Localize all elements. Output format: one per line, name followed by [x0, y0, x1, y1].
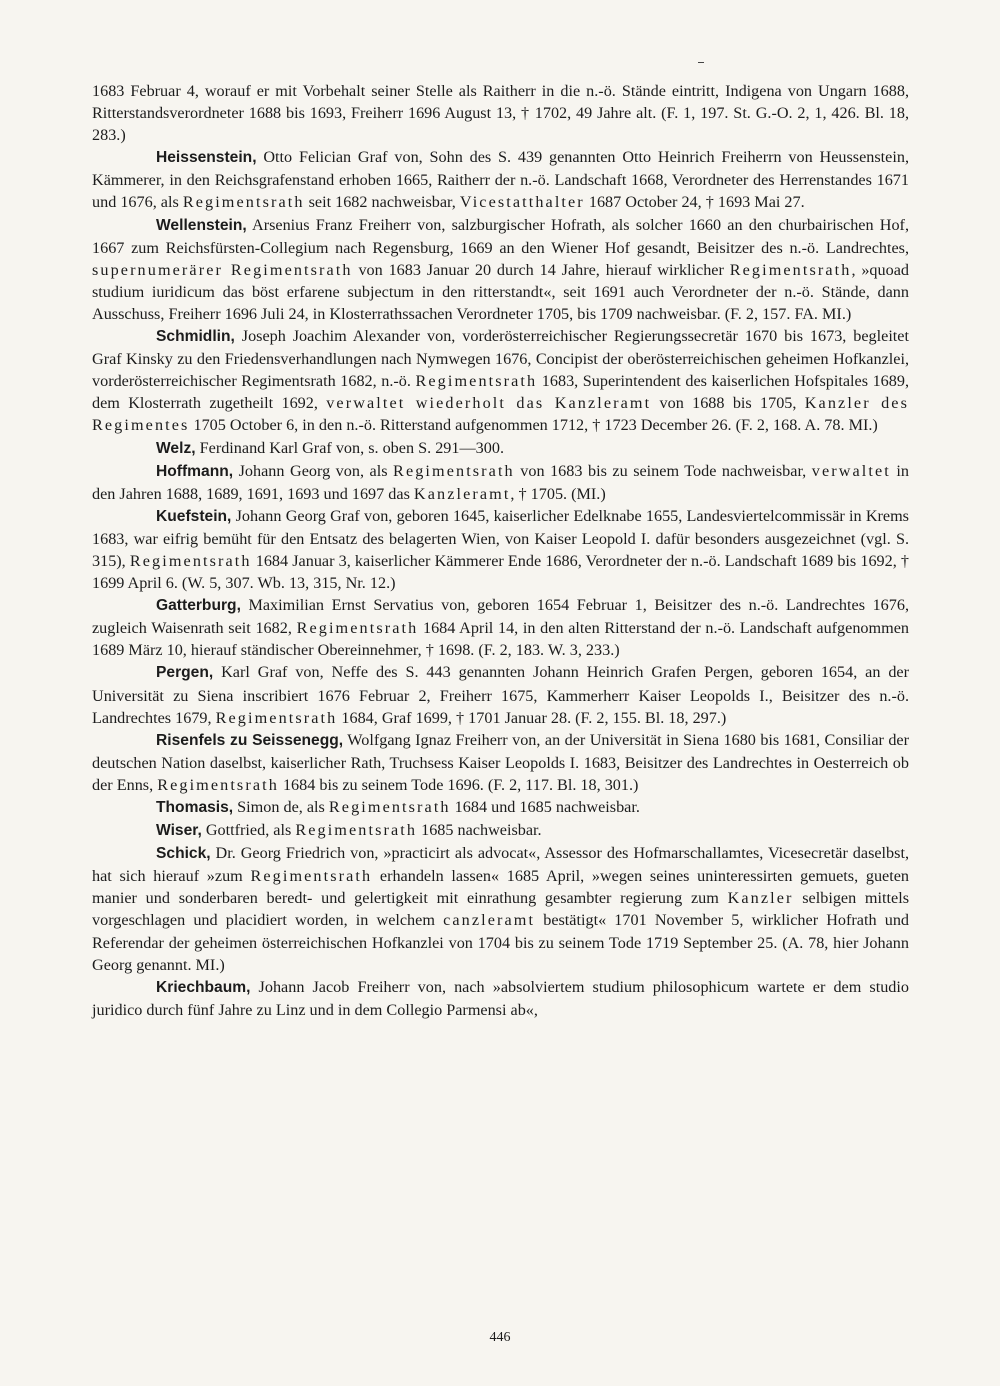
entry-text: 1684 bis zu seinem Tode 1696. (F. 2, 117. Bl. 18, 301.) [278, 775, 639, 794]
entry-name: Risenfels zu Seissenegg, [156, 731, 344, 749]
entry-text: 1684 Januar 3, kaiserlicher Kämmerer Ende 1686, Verordneter der n.-ö. Landschaft 1689 bis 1692, † 1699 April 6. (W. 5, 307. Wb. 13, 315, Nr. 12.) [92, 551, 910, 593]
margin-mark [698, 62, 704, 63]
entry-text: Joseph Joachim Alexander von, vorderösterreichischer Regierungssecretär 1670 bis 1673, begleitet Graf Kinsky zu den Friedensverhandlungen nach Nymwegen 1676, Concipist der oberösterreichischen geheimen Hofkanzlei, vorderösterreichischer Regimentsrath 1682, n.-ö. [92, 327, 909, 391]
entry-paragraph [92, 80, 909, 146]
entry-paragraph [92, 729, 909, 796]
entry-text: seit 1682 nachweisbar, [304, 193, 460, 212]
page-number: 446 [489, 1330, 511, 1345]
entry-name: Schmidlin, [156, 328, 235, 346]
spaced-term: Kanzleramt [413, 484, 511, 503]
entry-name: Kriechbaum, [156, 978, 251, 996]
entry-text: bestätigt« 1701 November 5, wirklicher Hofrath und Referendar der geheimen österreichischen Hofkanzlei von 1704 bis zu seinem Tode 1719 September 25. (A. 78, hier Johann Georg genannt. MI.) [92, 911, 910, 974]
entry-text: , »quoad studium iuridicum das böst erfarene subjectum in den ritterstandt«, seit 1691 auch Verordneter der n.-ö. Stände, dann Ausschuss, Freiherr 1696 Juli 24, in Klosterrathssachen Verordneter 1705, bis 1709 nachweisbar. (F. 2, 157. FA. MI.) [92, 260, 909, 323]
entry-name: Wiser, [156, 822, 202, 840]
spaced-term: Regimentsrath [296, 619, 419, 638]
entry-paragraph [92, 594, 909, 661]
spaced-term: Regimentsrath [129, 551, 252, 570]
entry-text: Johann Georg Graf von, geboren 1645, kaiserlicher Edelknabe 1655, Landesviertelcommissär in Krems 1683, war eifrig bemüht für den Entsatz des belagerten Wien, von Kaiser Leopold I. dafür besonders ausgezeichnet (vgl. S. 315), [92, 506, 909, 570]
entry-text: in den Jahren 1688, 1689, 1691, 1693 und 1697 das [92, 461, 910, 503]
entry-name: Pergen, [156, 664, 214, 682]
spaced-term: Kanzler [727, 889, 794, 908]
spaced-term: Regimentsrath [250, 867, 373, 886]
entry-paragraph [92, 437, 909, 460]
entry-name: Kuefstein, [156, 507, 232, 525]
entry-text: Ferdinand Karl Graf von, s. oben S. 291—300. [195, 438, 504, 457]
entry-text: Wolfgang Ignaz Freiherr von, an der Universität in Siena 1680 bis 1681, Consiliar der deutschen Nation daselbst, kaiserlicher Rath, Truchsess Kaiser Leopolds I. 1683, Beisitzer des Landrechtes in Oesterreich ob der Enns, [92, 730, 910, 794]
entry-text: Simon de, als [233, 798, 329, 816]
entry-text: Arsenius Franz Freiherr von, salzburgischer Hofrath, als solcher 1660 an den churbairischen Hof, 1667 zum Reichsfürsten-Collegium nach Regensburg, 1669 an den Wiener Hof gesandt, Beisitzer des n.-ö. Landrechtes, [92, 215, 909, 257]
entry-text: , † 1705. (MI.) [510, 484, 606, 503]
spaced-term: verwaltet wiederholt das Kanzleramt [326, 394, 652, 413]
entry-name: Heissenstein, [156, 149, 257, 167]
spaced-term: Regimentsrath [157, 775, 279, 794]
entry-text: 1684, Graf 1699, † 1701 Januar 28. (F. 2, 155. Bl. 18, 297.) [337, 708, 727, 727]
page-body [92, 80, 909, 1021]
entry-text: 1684 April 14, in den alten Ritterstand der n.-ö. Landschaft aufgenommen 1689 März 10, hierauf ständischer Obereinnehmer, † 1698. (F. 2, 183. W. 3, 233.) [92, 619, 909, 660]
entry-text: Maximilian Ernst Servatius von, geboren 1654 Februar 1, Beisitzer des n.-ö. Landrechtes 1676, zugleich Waisenrath seit 1682, [92, 596, 909, 638]
entry-text: Karl Graf von, Neffe des S. 443 genannten Johann Heinrich Grafen Pergen, geboren 1654, an der Universität zu Siena inscribiert 1676 Februar 2, Freiherr 1675, Kammerherr Kaiser Leopolds I., Beisitzer des n.-ö. Landrechtes 1679, [92, 663, 909, 727]
entry-text: Johann Jacob Freiherr von, nach »absolviertem studium philosophicum wartete er dem studio juridico durch fünf Jahre zu Linz und in dem Collegio Parmensi ab«, [92, 977, 909, 1019]
entry-text: Otto Felician Graf von, Sohn des S. 439 genannten Otto Heinrich Freiherrn von Heussenstein, Kämmerer, in den Reichsgrafenstand erhoben 1665, Raitherr der n.-ö. Landschaft 1668, Verordneter des Herrenstandes 1671 und 1676, als [92, 148, 909, 212]
entry-text: von 1683 bis zu seinem Tode nachweisbar, [514, 461, 812, 480]
entry-paragraph [92, 796, 909, 819]
spaced-term: verwaltet [811, 461, 891, 480]
entry-text: 1687 October 24, † 1693 Mai 27. [584, 193, 805, 212]
entry-text: 1683 Februar 4, worauf er mit Vorbehalt seiner Stelle als Raitherr in die n.-ö. Stände eintritt, Indigena von Ungarn 1688, Ritterstandsverordneter 1688 bis 1693, Freiherr 1696 August 13, † 1702, 49 Jahre alt. (F. 1, 197. St. G.-O. 2, 1, 426. Bl. 18, 283.) [92, 82, 909, 145]
entry-text: Dr. Georg Friedrich von, »practicirt als advocat«, Assessor des Hofmarschallamtes, Vicesecretär daselbst, hat sich hierauf »zum [92, 844, 909, 886]
entry-paragraph [92, 842, 909, 976]
entry-text: 1705 October 6, in den n.-ö. Ritterstand aufgenommen 1712, † 1723 December 26. (F. 2, 168. A. 78. MI.) [189, 416, 878, 435]
spaced-term: Regimentsrath [328, 798, 451, 816]
entry-text: 1684 und 1685 nachweisbar. [450, 798, 640, 816]
spaced-term: Regimentsrath [182, 193, 305, 212]
entry-name: Welz, [156, 439, 196, 457]
entry-paragraph [92, 325, 909, 436]
entry-paragraph [92, 146, 909, 213]
entry-text: selbigen mittels vorgeschlagen und placidiert worden, in welchem [92, 889, 909, 930]
entry-paragraph [92, 505, 909, 594]
entry-name: Thomasis, [156, 799, 234, 816]
entry-paragraph [92, 819, 909, 842]
spaced-term: Regimentsrath [729, 260, 852, 279]
entry-text: Gottfried, als [201, 821, 296, 840]
entry-text: erhandeln lassen« 1685 April, »wegen seines uninteressirten gemuets, gueten manier und sonderbaren beredt- und gelertigkeit mit einrathung gesambter regierung zum [92, 867, 910, 908]
entry-paragraph [92, 214, 909, 325]
spaced-term: Regimentsrath [295, 821, 418, 840]
entry-name: Schick, [156, 845, 211, 863]
spaced-term: Regimentsrath [215, 708, 338, 727]
entry-paragraph [92, 976, 909, 1021]
spaced-term: supernumerärer Regimentsrath [92, 260, 353, 279]
entry-text: Johann Georg von, als [233, 461, 394, 480]
spaced-term: Vicestatthalter [459, 193, 585, 212]
spaced-term: Regimentsrath [415, 372, 538, 391]
spaced-term: Regimentsrath [393, 461, 515, 480]
entry-text: von 1683 Januar 20 durch 14 Jahre, hierauf wirklicher [352, 260, 730, 279]
spaced-term: Kanzler des Regimentes [92, 394, 909, 435]
entry-text: von 1688 bis 1705, [651, 394, 805, 413]
entry-name: Hoffmann, [156, 462, 234, 480]
spaced-term: canzleramt [443, 911, 536, 930]
entry-name: Gatterburg, [156, 597, 241, 615]
entry-paragraph [92, 460, 909, 505]
entry-name: Wellenstein, [156, 216, 247, 234]
entry-paragraph [92, 661, 909, 728]
entry-text: 1683, Superintendent des kaiserlichen Hofspitales 1689, dem Klosterrath zugetheilt 1692, [92, 372, 909, 413]
entry-text: 1685 nachweisbar. [417, 821, 542, 840]
